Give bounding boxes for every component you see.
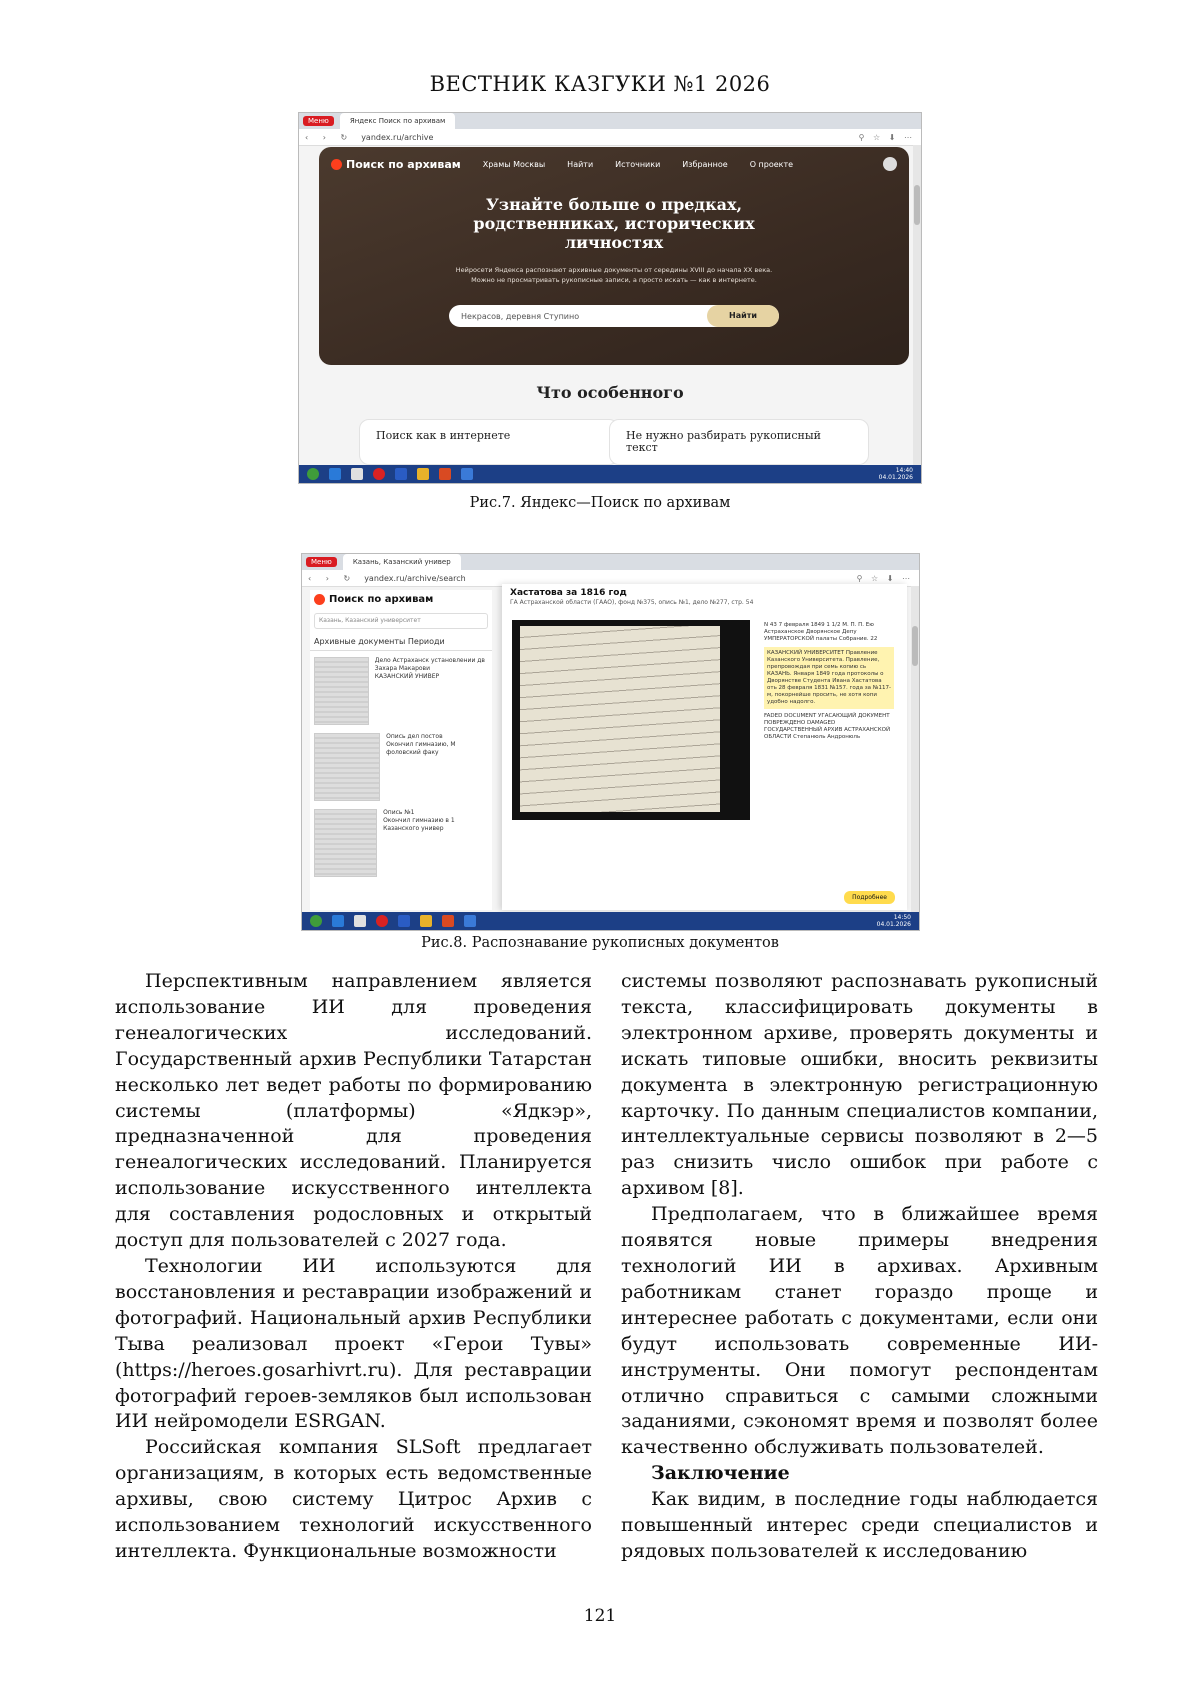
feature-card-handwriting[interactable]: Не нужно разбирать рукописный текст bbox=[609, 419, 869, 465]
media-icon[interactable] bbox=[442, 915, 454, 927]
scroll-thumb[interactable] bbox=[914, 185, 920, 225]
feature-card-search[interactable]: Поиск как в интернете bbox=[359, 419, 619, 465]
left-column bbox=[115, 969, 592, 1565]
word-icon[interactable] bbox=[398, 915, 410, 927]
panel-tags: FADED DOCUMENT УГАСАЮЩИЙ ДОКУМЕНТ ПОВРЕЖДЕНО DAMAGED ГОСУДАРСТВЕННЫЙ АРХИВ АСТРАХАНСКОЙ ОБЛАСТИ Степанюль Андронюль bbox=[764, 713, 891, 740]
paragraph-forecast: Предполагаем, что в ближайшее время появятся новые примеры внедрения технологий ИИ в архивах. Архивным работникам станет гораздо проще и интереснее работать с документами, если они будут использовать современные ИИ-инструменты. Они помогут респондентам отлично справиться с самыми сложными заданиями, сэкономят время и позволят более качественно обслуживать пользователей. bbox=[621, 1203, 1098, 1459]
scrollbar[interactable] bbox=[911, 586, 919, 912]
document-viewer bbox=[502, 584, 907, 910]
browser-tab[interactable]: Яндекс Поиск по архивам bbox=[340, 113, 456, 129]
document-thumbnail[interactable] bbox=[314, 733, 380, 801]
ie-icon[interactable] bbox=[329, 468, 341, 480]
details-button[interactable]: Подробнее bbox=[844, 891, 895, 904]
browser-menu-button[interactable]: Меню bbox=[306, 557, 337, 567]
find-button[interactable]: Найти bbox=[707, 305, 779, 327]
hero-banner bbox=[319, 147, 909, 365]
paragraph-continuation: системы позволяют распознавать рукописный текста, классифицировать документы в электронном архиве, проверять документы и искать типовые ошибки, вносить реквизиты документа в электронную регистрационную карточку. По данным специалистов компании, интеллектуальные сервисы позволяют в 2—5 раз снизить число ошибок при работе с архивом [8]. bbox=[621, 970, 1098, 1200]
recognition-panel bbox=[764, 622, 894, 741]
hero-subtitle: Нейросети Яндекса распознают архивные документы от середины XVIII до начала XX века. Можно не просматривать рукописные записи, а просто искать — как в интернете. bbox=[455, 266, 773, 284]
running-header: ВЕСТНИК КАЗГУКИ №1 2026 bbox=[429, 72, 771, 96]
document-thumbnail[interactable] bbox=[314, 657, 369, 725]
ie-icon[interactable] bbox=[332, 915, 344, 927]
opera-icon[interactable] bbox=[376, 915, 388, 927]
nav-item-temples[interactable]: Храмы Москвы bbox=[482, 159, 546, 169]
nav-item-about[interactable]: О проекте bbox=[749, 159, 794, 169]
word-icon[interactable] bbox=[395, 468, 407, 480]
taskbar-clock bbox=[877, 914, 911, 928]
paragraph-conclusion: Как видим, в последние годы наблюдается повышенный интерес среди специалистов и рядовых пользователей к исследованию bbox=[621, 1488, 1098, 1562]
page-number: 121 bbox=[583, 1606, 617, 1626]
result-title: Опись дел постов bbox=[386, 733, 443, 740]
yandex-logo-icon bbox=[331, 159, 342, 170]
browser-menu-button[interactable]: Меню bbox=[303, 116, 334, 126]
document-thumbnail[interactable] bbox=[314, 809, 377, 877]
section-title: Что особенного bbox=[536, 383, 684, 402]
browser-tabbar bbox=[299, 113, 921, 129]
address-field[interactable]: yandex.ru/archive bbox=[361, 132, 434, 142]
site-nav bbox=[331, 157, 897, 171]
result-title: Дело Астраханск установлении дв Захара Макарови bbox=[374, 657, 485, 672]
handwritten-document-image[interactable] bbox=[512, 620, 750, 820]
result-subtitle: Окончил гимназию в 1 Казанского универ bbox=[383, 817, 455, 832]
site-logo-text: Поиск по архивам bbox=[329, 594, 434, 605]
scroll-thumb[interactable] bbox=[912, 626, 918, 666]
site-logo-text: Поиск по архивам bbox=[346, 157, 461, 171]
site-logo[interactable] bbox=[310, 590, 492, 609]
search-input[interactable]: Казань, Казанский университет bbox=[314, 613, 488, 629]
folder-icon[interactable] bbox=[420, 915, 432, 927]
figure-8-screenshot bbox=[301, 553, 920, 931]
section-heading-conclusion: Заключение bbox=[651, 1462, 790, 1485]
windows-taskbar bbox=[299, 465, 921, 483]
start-button-icon[interactable] bbox=[310, 915, 322, 927]
viewer-source: ГА Астраханской области (ГААО), фонд №375, опись №1, дело №277, стр. 54 bbox=[510, 599, 754, 606]
folder-icon[interactable] bbox=[417, 468, 429, 480]
avatar[interactable] bbox=[883, 157, 897, 171]
paragraph-slsoft: Российская компания SLSoft предлагает организациям, в которых есть ведомственные архивы, свою систему Цитрос Архив с использованием технологий искусственного интеллекта. Функциональные возможности bbox=[115, 1436, 592, 1562]
result-subtitle: Окончил гимназию, М фоловский факу bbox=[386, 741, 456, 756]
taskbar-clock bbox=[879, 467, 913, 481]
browser-tabbar bbox=[302, 554, 919, 570]
paragraph-restoration: Технологии ИИ используются для восстановления и реставрации изображений и фотографий. Национальный архив Республики Тыва реализовал проект «Герои Тувы» (https://heroes.gosarhivrt.ru). Для реставрации фотографий героев-земляков был использован ИИ нейромодели ESRGAN. bbox=[115, 1254, 592, 1433]
browser-tab[interactable]: Казань, Казанский универ bbox=[343, 554, 461, 570]
hero-title: Узнайте больше о предках, родственниках, исторических личностях bbox=[473, 195, 755, 252]
right-column bbox=[621, 969, 1098, 1565]
result-item[interactable] bbox=[314, 809, 488, 879]
clock-date: 04.01.2026 bbox=[876, 921, 911, 928]
figure-7-caption: Рис.7. Яндекс—Поиск по архивам bbox=[469, 495, 731, 511]
clock-time: 14:50 bbox=[893, 914, 911, 921]
recognized-text-highlight[interactable]: КАЗАНСКИЙ УНИВЕРСИТЕТ Правление Казанского Университета. Правление, препровождая при семь копию сь КАЗАНЬ. Января 1849 года протоколы о Дворянстве Студента Ивана Хастатова оть 28 февраля 1831 №157. года за №117-м, покорнейше просить, не хотя копи удобно надолго. bbox=[764, 647, 894, 709]
result-item[interactable] bbox=[314, 657, 488, 727]
app-icon[interactable] bbox=[464, 915, 476, 927]
nav-item-favorites[interactable]: Избранное bbox=[682, 159, 728, 169]
result-item[interactable] bbox=[314, 733, 488, 803]
document-page bbox=[520, 626, 720, 812]
search-input[interactable]: Некрасов, деревня Ступино bbox=[461, 311, 580, 321]
result-tabs[interactable]: Архивные документы Периоди bbox=[310, 633, 492, 651]
browser-nav-icons[interactable]: ‹ › ↻ bbox=[308, 573, 357, 583]
yandex-logo-icon bbox=[314, 594, 325, 605]
explorer-icon[interactable] bbox=[351, 468, 363, 480]
windows-taskbar bbox=[302, 912, 919, 930]
paragraph-genealogy: Перспективным направлением является использование ИИ для проведения генеалогических исследований. Государственный архив Республики Татарстан несколько лет ведет работы по формированию системы (платформы) «Ядкэр», предназначенной для проведения генеалогических исследований. Планируется использование искусственного интеллекта для составления родословных и открытый доступ для пользователей с 2027 года. bbox=[115, 970, 592, 1252]
viewer-title: Хастатова за 1816 год bbox=[510, 588, 627, 598]
browser-urlbar bbox=[299, 129, 921, 146]
app-icon[interactable] bbox=[461, 468, 473, 480]
panel-metadata: N 43 7 февраля 1849 1 1/2 М. П. П. Ею Астраханское Дворянское Депу УМПЕРАТОРСКОЙ палаты Собрание. 22 bbox=[764, 622, 878, 642]
result-subtitle: КАЗАНСКИЙ УНИВЕР bbox=[374, 673, 440, 680]
nav-item-sources[interactable]: Источники bbox=[615, 159, 661, 169]
archive-search-bar bbox=[449, 305, 779, 327]
clock-time: 14:40 bbox=[895, 467, 913, 474]
results-sidebar bbox=[310, 590, 492, 910]
nav-item-find[interactable]: Найти bbox=[567, 159, 594, 169]
browser-nav-icons[interactable]: ‹ › ↻ bbox=[305, 132, 354, 142]
site-logo[interactable] bbox=[331, 158, 461, 171]
figure-8-caption: Рис.8. Распознавание рукописных документов bbox=[421, 935, 779, 951]
result-title: Опись №1 bbox=[383, 809, 415, 816]
address-field[interactable]: yandex.ru/archive/search bbox=[364, 573, 466, 583]
start-button-icon[interactable] bbox=[307, 468, 319, 480]
clock-date: 04.01.2026 bbox=[878, 474, 913, 481]
toolbar-icons[interactable]: ⚲ ☆ ⬇ ⋯ bbox=[856, 573, 913, 583]
figure-7-screenshot bbox=[298, 112, 922, 484]
media-icon[interactable] bbox=[439, 468, 451, 480]
opera-icon[interactable] bbox=[373, 468, 385, 480]
toolbar-icons[interactable]: ⚲ ☆ ⬇ ⋯ bbox=[858, 132, 915, 142]
scrollbar[interactable] bbox=[913, 145, 921, 465]
explorer-icon[interactable] bbox=[354, 915, 366, 927]
